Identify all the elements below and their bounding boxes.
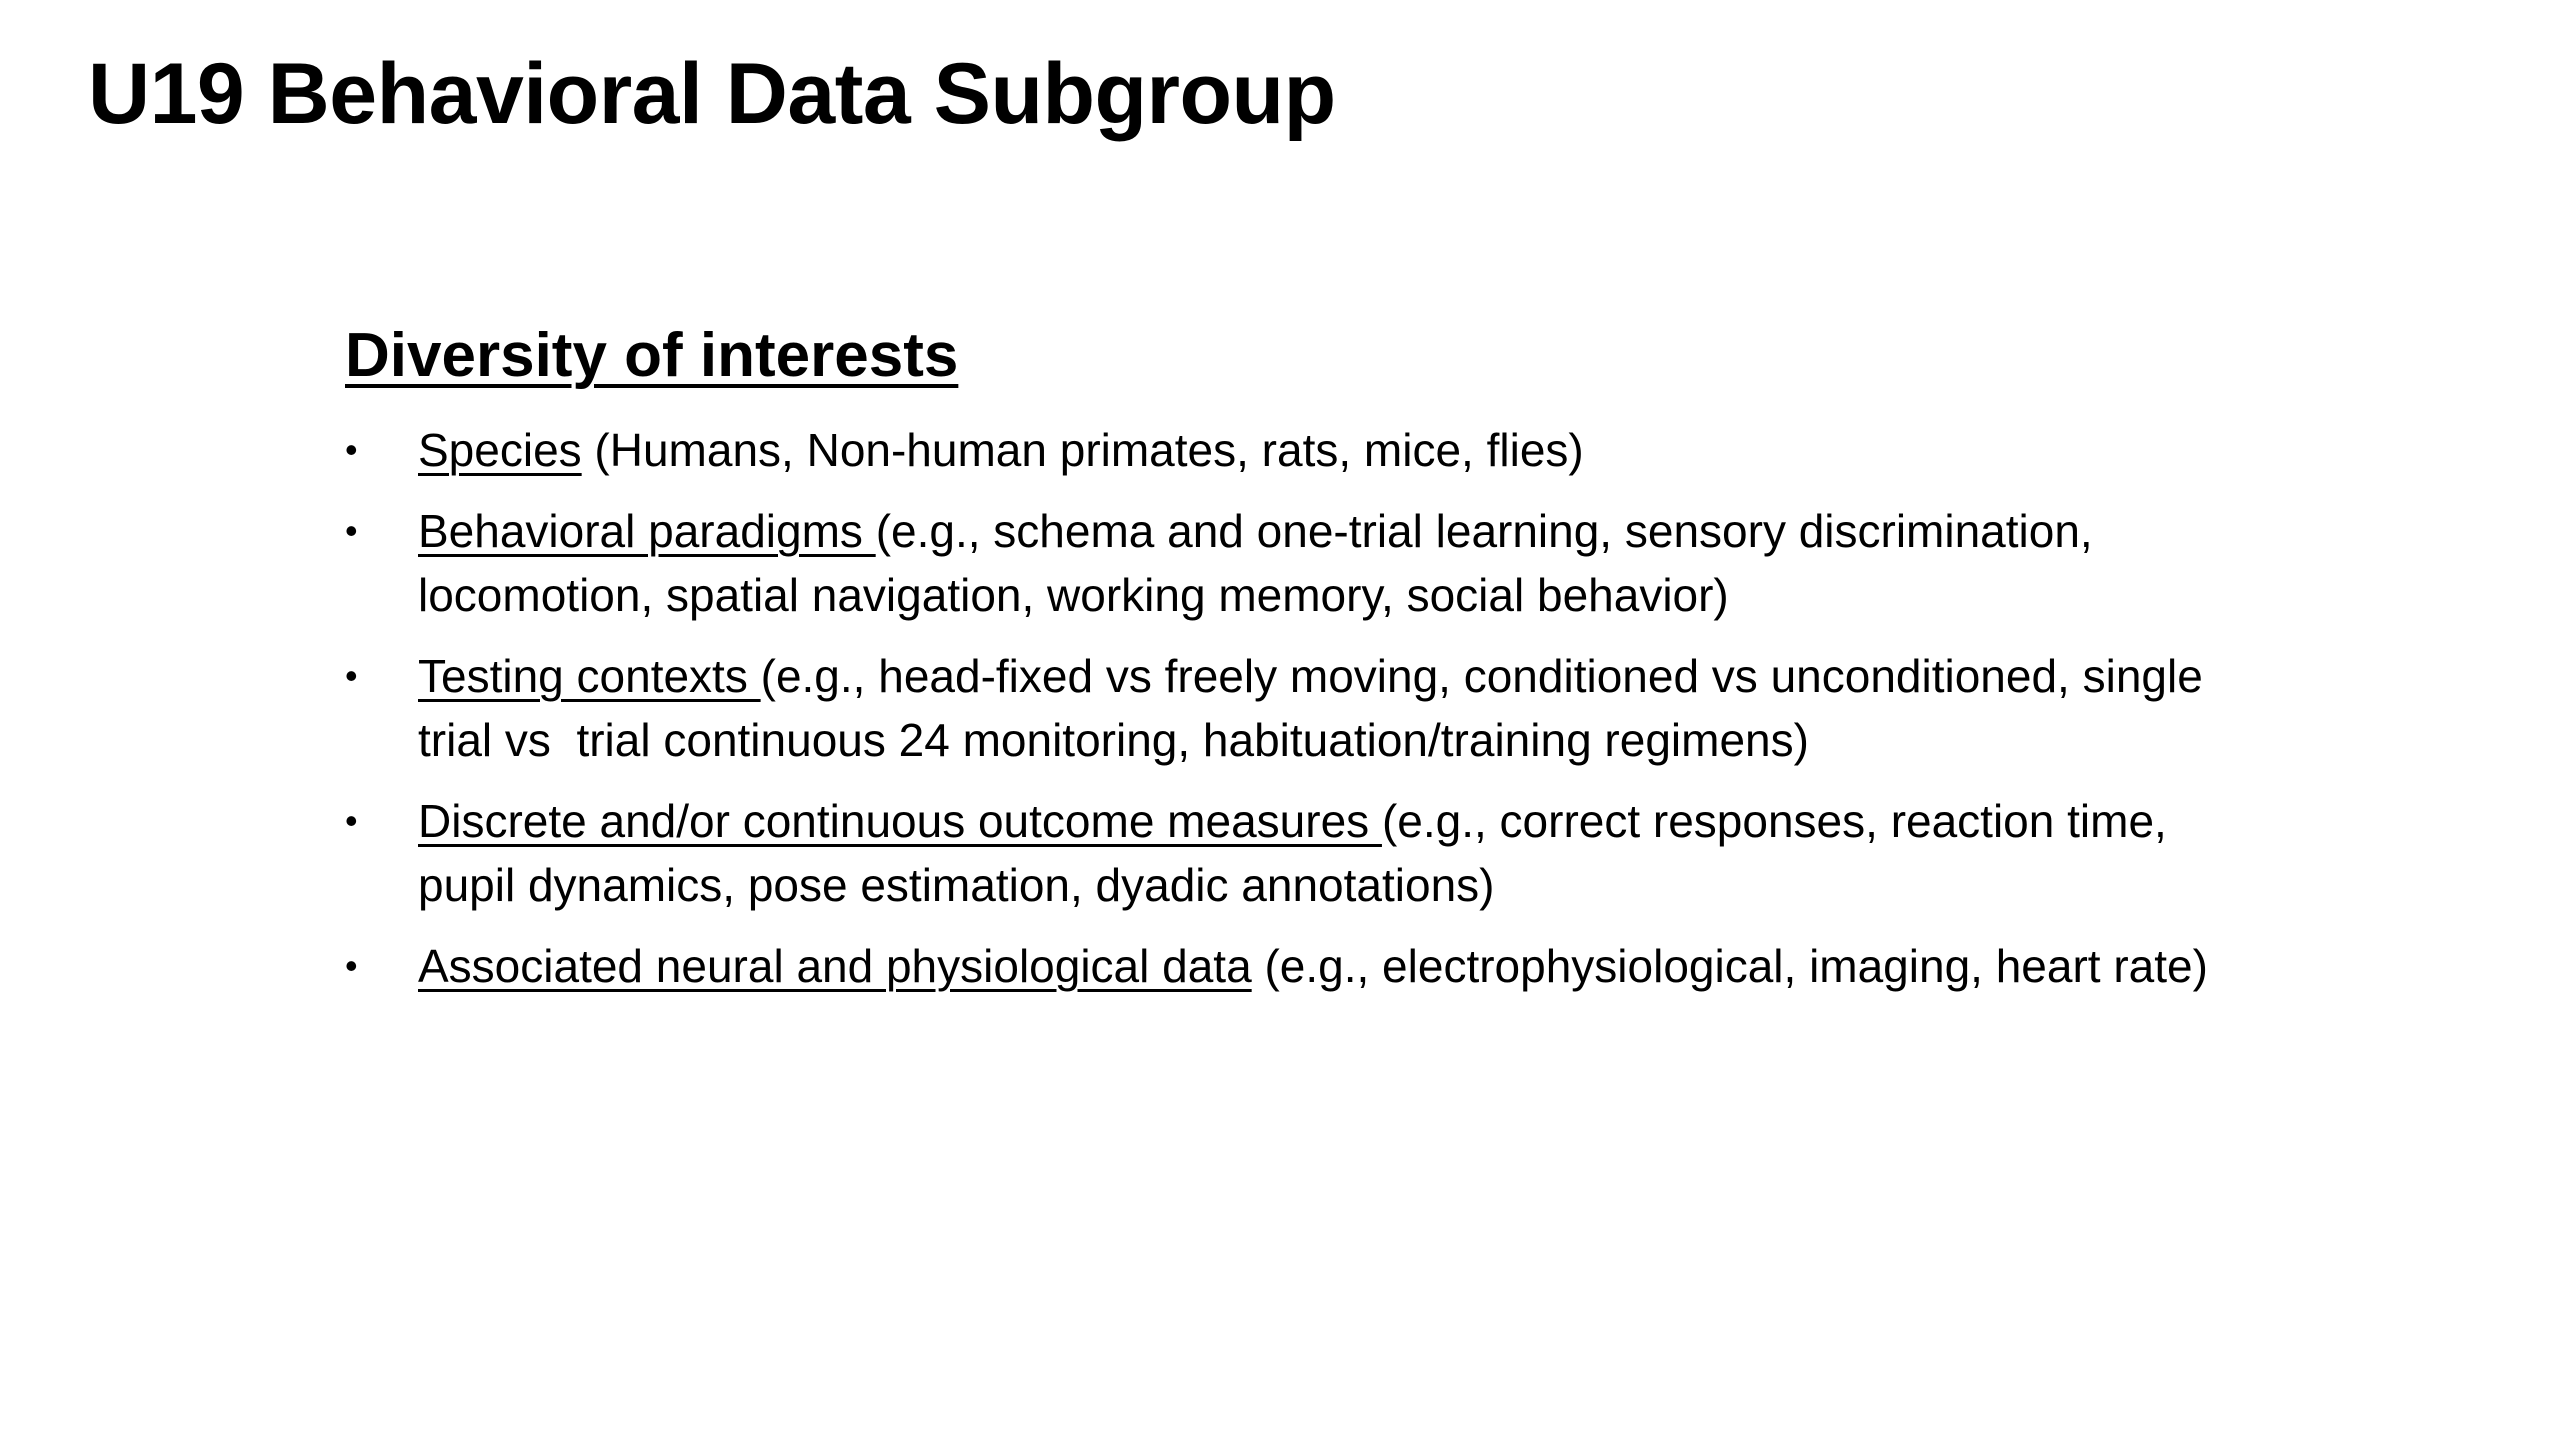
item-term: Associated neural and physiological data — [418, 939, 1252, 992]
list-item — [345, 499, 2225, 628]
section-heading: Diversity of interests — [345, 321, 959, 390]
item-description: (e.g., correct responses, reaction time, pupil dynamics, pose estimation, dyadic annotations) — [418, 794, 2180, 911]
bullet-icon: • — [345, 654, 358, 696]
item-description: (e.g., schema and one-trial learning, sensory discrimination, locomotion, spatial navigation, working memory, social behavior) — [418, 504, 2106, 621]
bullet-icon: • — [345, 429, 358, 470]
list-item — [345, 789, 2225, 918]
item-term: Species — [418, 424, 582, 476]
list-item — [345, 418, 2225, 483]
item-term: Testing contexts — [418, 649, 761, 702]
list-item — [345, 934, 2225, 999]
slide-title: U19 Behavioral Data Subgroup — [88, 46, 1336, 142]
bullet-icon: • — [345, 509, 358, 551]
bullet-icon: • — [345, 799, 358, 841]
slide-content — [345, 316, 2225, 1014]
item-description: (Humans, Non-human primates, rats, mice, flies) — [581, 424, 1584, 476]
item-description: (e.g., head-fixed vs freely moving, conditioned vs unconditioned, single trial vs trial continuous 24 monitoring, habituation/training regimens) — [418, 649, 2216, 766]
bullet-icon: • — [345, 944, 358, 986]
item-term: Behavioral paradigms — [418, 504, 876, 557]
item-term: Discrete and/or continuous outcome measures — [418, 794, 1382, 847]
item-description: (e.g., electrophysiological, imaging, heart rate) — [1251, 939, 2208, 992]
bullet-list — [345, 418, 2225, 998]
list-item — [345, 644, 2225, 773]
